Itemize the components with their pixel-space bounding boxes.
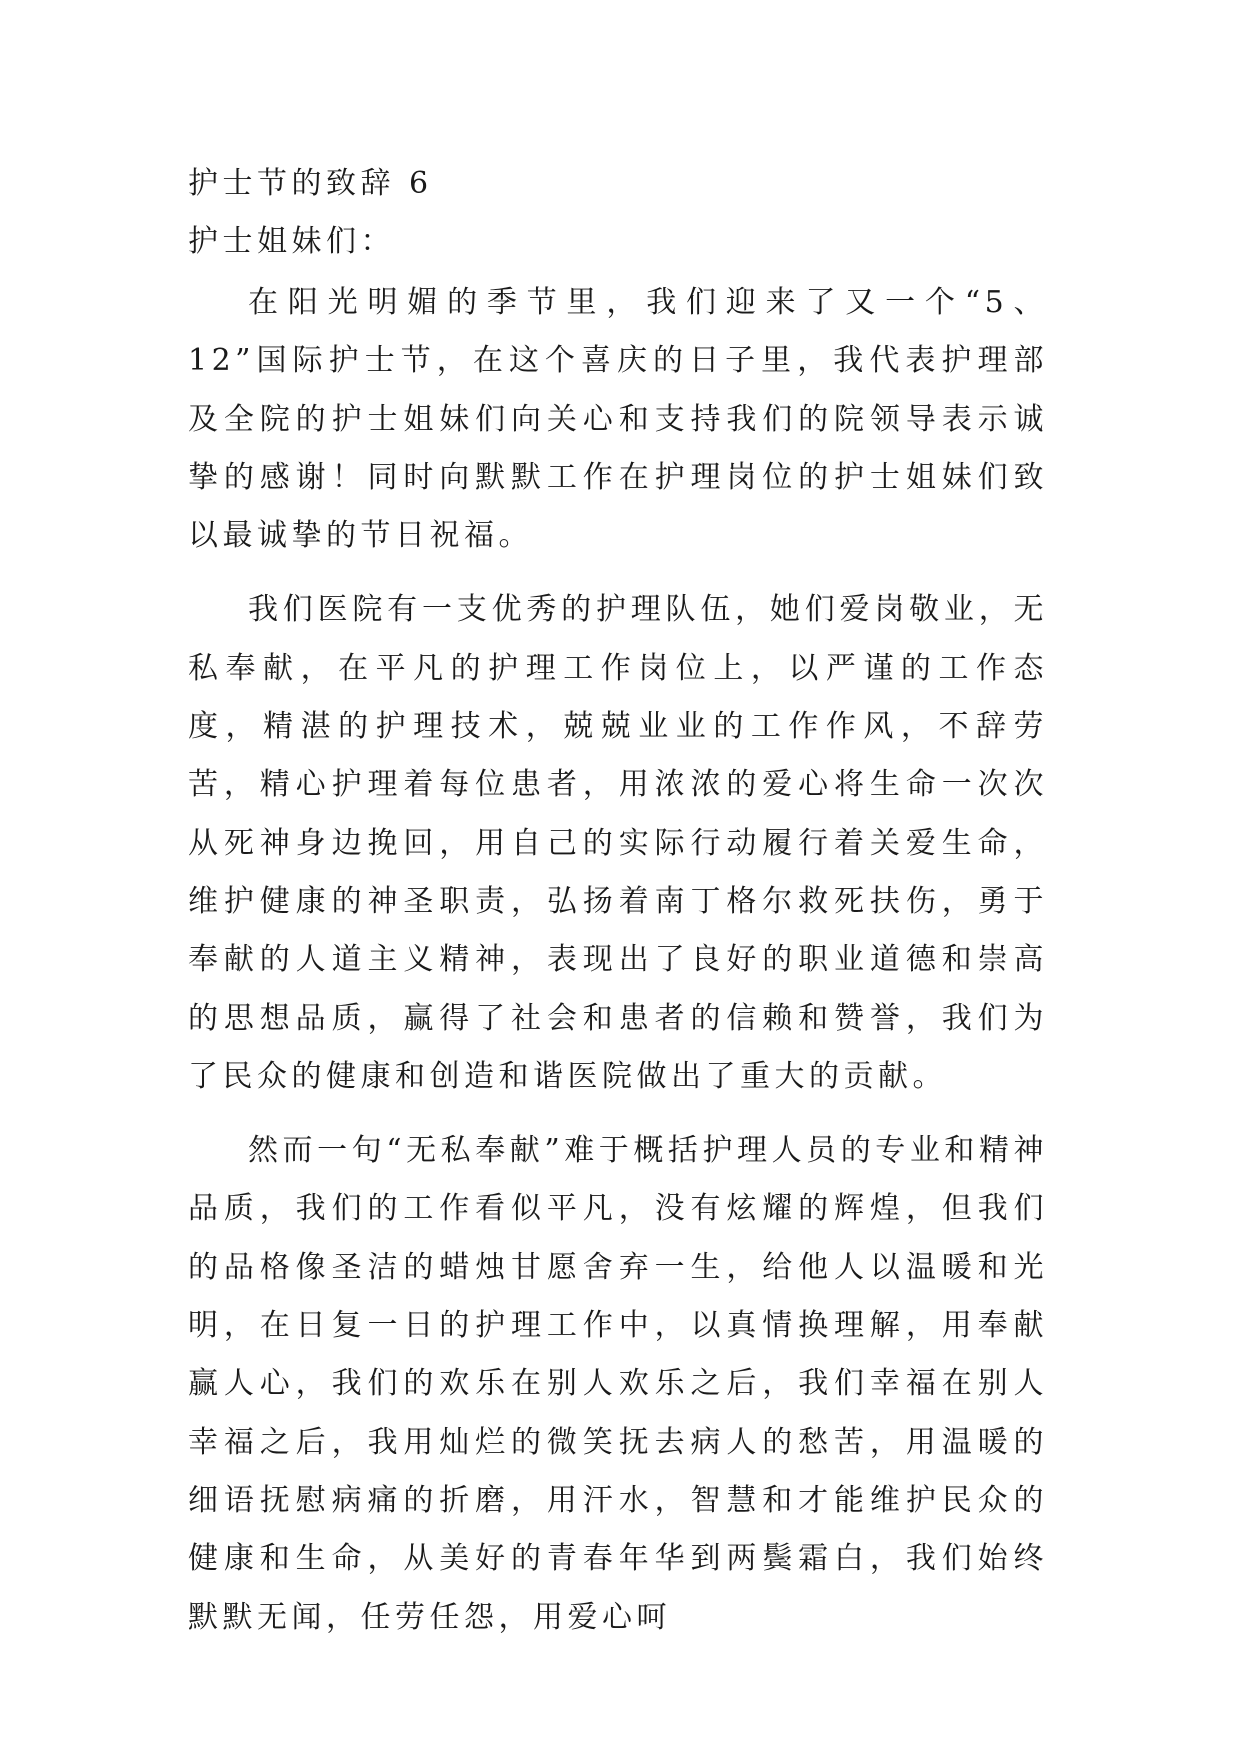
paragraph-3: 然而一句“无私奉献”难于概括护理人员的专业和精神品质，我们的工作看似平凡，没有炫耀的辉煌，但我们的品格像圣洁的蜡烛甘愿舍弃一生，给他人以温暖和光明，在日复一日的护理工作中，以真情换理解，用奉献赢人心，我们的欢乐在别人欢乐之后，我们幸福在别人幸福之后，我用灿烂的微笑抚去病人的愁苦，用温暖的细语抚慰病痛的折磨，用汗水，智慧和才能维护民众的健康和生命，从美好的青春年华到两鬓霜白，我们始终默默无闻，任劳任怨，用爱心呵 bbox=[188, 1133, 1048, 1635]
document-title: 护士节的致辞 6 bbox=[188, 166, 433, 201]
paragraph-1: 在阳光明媚的季节里，我们迎来了又一个“5、12”国际护士节，在这个喜庆的日子里，我代表护理部及全院的护士姐妹们向关心和支持我们的院领导表示诚挚的感谢！同时向默默工作在护理岗位的护士姐妹们致以最诚挚的节日祝福。 bbox=[188, 285, 1048, 554]
paragraph-2: 我们医院有一支优秀的护理队伍，她们爱岗敬业，无私奉献，在平凡的护理工作岗位上，以严谨的工作态度，精湛的护理技术，兢兢业业的工作作风，不辞劳苦，精心护理着每位患者，用浓浓的爱心将生命一次次从死神身边挽回，用自己的实际行动履行着关爱生命，维护健康的神圣职责，弘扬着南丁格尔救死扶伤，勇于奉献的人道主义精神，表现出了良好的职业道德和崇高的思想品质，赢得了社会和患者的信赖和赞誉，我们为了民众的健康和创造和谐医院做出了重大的贡献。 bbox=[188, 592, 1048, 1094]
document-body bbox=[188, 162, 1048, 1647]
greeting-line: 护士姐妹们： bbox=[188, 224, 395, 259]
